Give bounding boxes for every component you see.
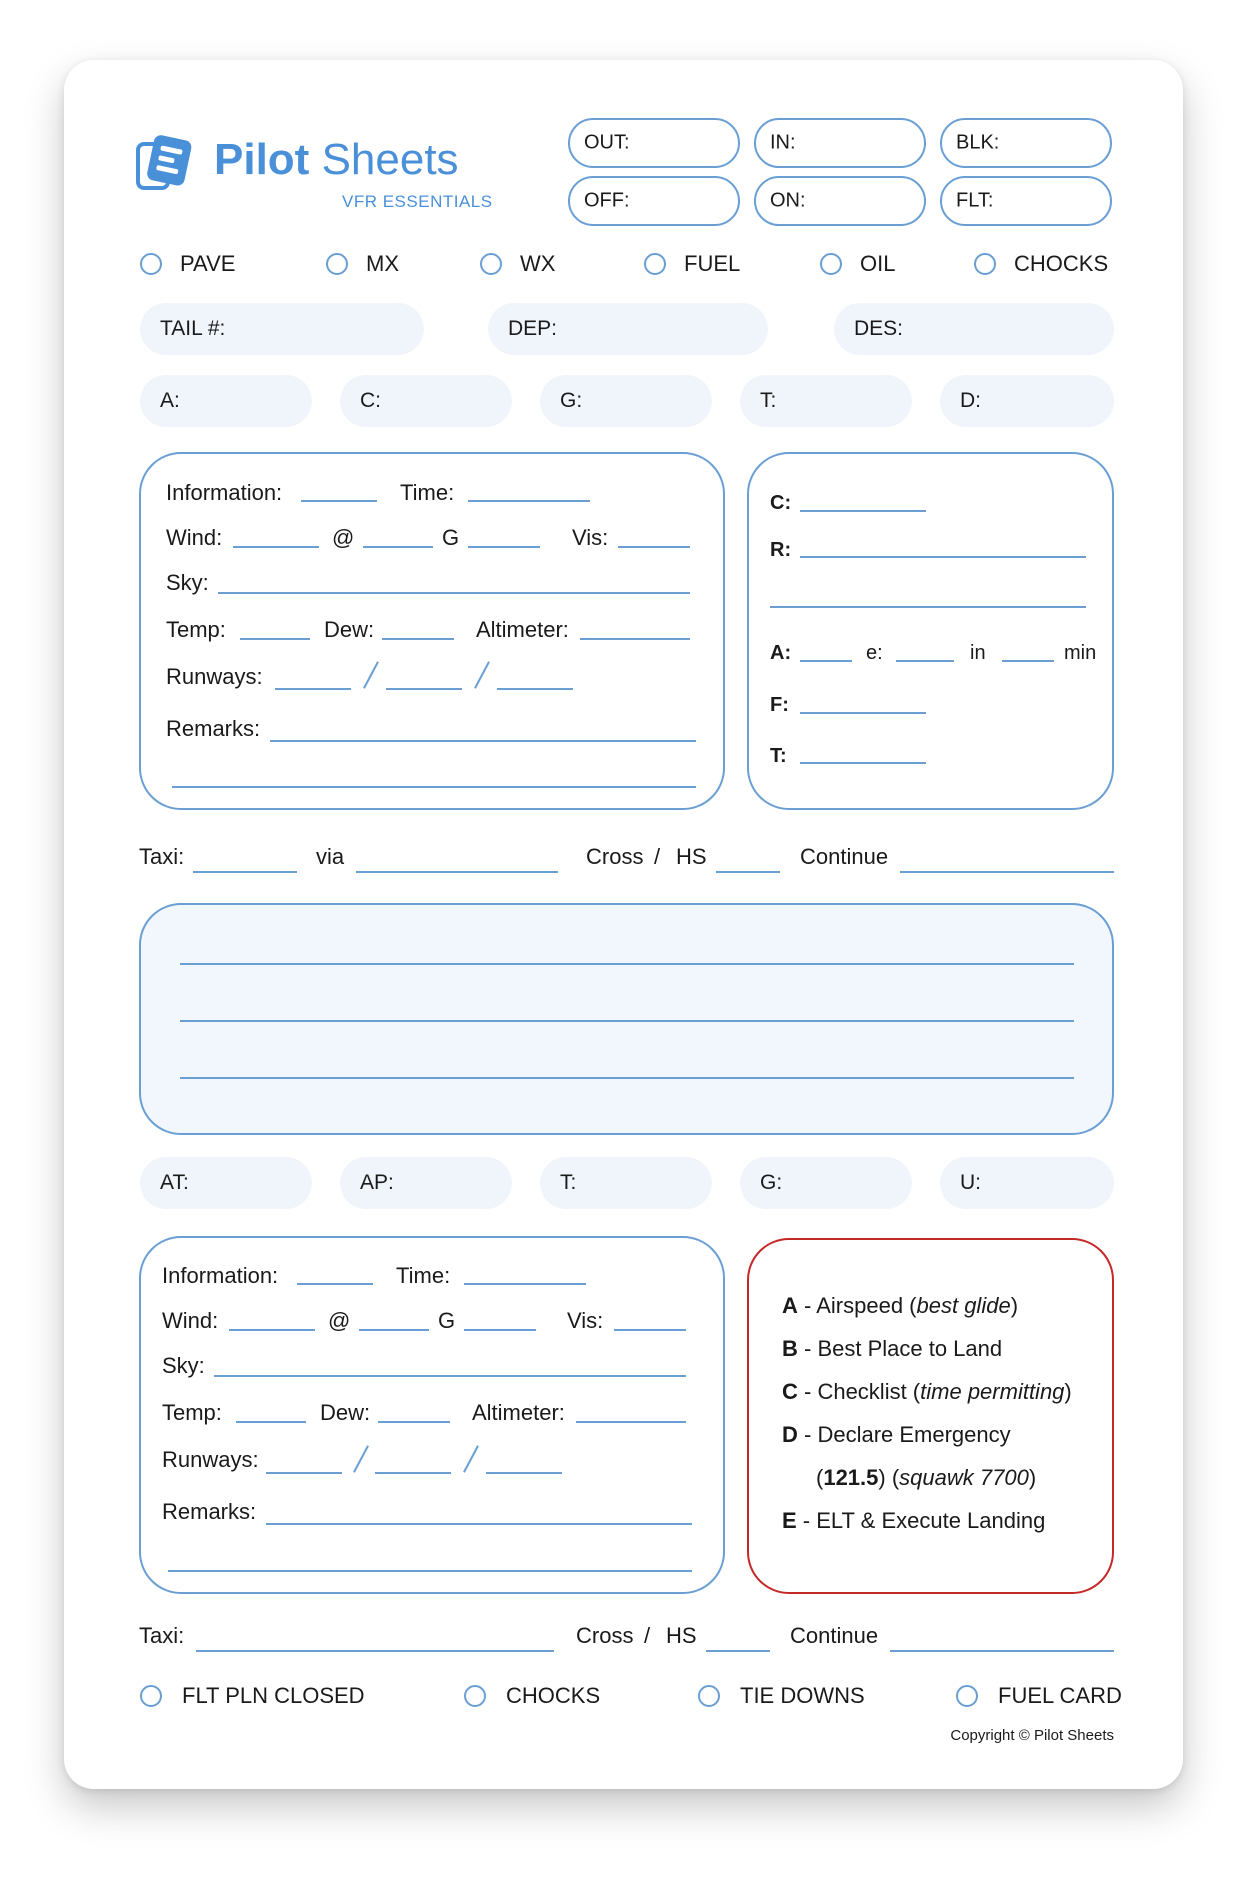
clearance-c-line[interactable]	[800, 510, 926, 512]
logo-subtitle: VFR ESSENTIALS	[342, 192, 493, 211]
blk-field[interactable]: BLK:	[940, 118, 1112, 168]
tie-downs-label: TIE DOWNS	[740, 1683, 865, 1708]
atis-dew-label: Dew:	[324, 617, 375, 642]
atis-gust-line[interactable]	[468, 546, 540, 548]
tail-field[interactable]: TAIL #:	[140, 303, 424, 355]
clearance-f-line[interactable]	[800, 712, 926, 714]
fuel-checkbox[interactable]	[644, 253, 666, 275]
arr-continue-line[interactable]	[890, 1650, 1114, 1652]
taxi-slash: /	[654, 844, 661, 869]
arr-temp-label: Temp:	[162, 1400, 222, 1425]
arr-hs-line[interactable]	[706, 1650, 770, 1652]
taxi-label: Taxi:	[139, 844, 185, 869]
atis-altimeter-line[interactable]	[580, 638, 690, 640]
arr-sky-line[interactable]	[214, 1375, 686, 1377]
taxi-continue-label: Continue	[800, 844, 889, 869]
atis-runway-3-line[interactable]	[497, 688, 573, 690]
atis-altimeter-label: Altimeter:	[476, 617, 569, 642]
atis-runway-1-line[interactable]	[275, 688, 351, 690]
taxi-runway-line[interactable]	[193, 871, 297, 873]
in-field[interactable]: IN:	[754, 118, 926, 168]
arr-taxi-slash: /	[644, 1623, 651, 1648]
dep-field[interactable]: DEP:	[488, 303, 768, 355]
freq-c-field[interactable]: C:	[340, 375, 512, 427]
notes-box	[139, 903, 1114, 1135]
clearance-f-label: F:	[770, 694, 789, 716]
atis-dew-line[interactable]	[382, 638, 454, 640]
clearance-min-label: min	[1064, 642, 1097, 664]
arr-wind-label: Wind:	[162, 1308, 219, 1333]
arr-dew-line[interactable]	[378, 1421, 450, 1423]
clearance-r-line-1[interactable]	[800, 556, 1086, 558]
abcde-a-item: A - Airspeed (best glide)	[782, 1293, 1019, 1318]
clearance-c-label: C:	[770, 492, 792, 514]
copyright: Copyright © Pilot Sheets	[950, 1727, 1114, 1744]
logo-icon	[136, 134, 196, 192]
atis-sky-label: Sky:	[166, 570, 209, 595]
clearance-r-label: R:	[770, 539, 792, 561]
oil-label: OIL	[860, 251, 896, 276]
clearance-a-label: A:	[770, 642, 792, 664]
arr-hs-label: HS	[666, 1623, 697, 1648]
arr-at-sign: @	[328, 1308, 351, 1333]
atis-runway-2-line[interactable]	[386, 688, 462, 690]
arr-vis-line[interactable]	[614, 1329, 686, 1331]
emergency-abcde-box	[747, 1238, 1114, 1594]
tie-downs-checkbox[interactable]	[698, 1685, 720, 1707]
freq-ap-field[interactable]: AP:	[340, 1157, 512, 1209]
arr-altimeter-line[interactable]	[576, 1421, 686, 1423]
arr-taxi-label: Taxi:	[139, 1623, 185, 1648]
post-chocks-label: CHOCKS	[506, 1683, 601, 1708]
atis-remarks-line-1[interactable]	[270, 740, 696, 742]
clearance-e-label: e:	[866, 642, 883, 664]
taxi-via-line[interactable]	[356, 871, 558, 873]
atis-information-line[interactable]	[301, 500, 377, 502]
freq-t-field[interactable]: T:	[740, 375, 912, 427]
atis-arrival-box	[139, 1236, 725, 1594]
arr-remarks-line-1[interactable]	[266, 1523, 692, 1525]
freq-a-field[interactable]: A:	[140, 375, 312, 427]
clearance-expect-line[interactable]	[896, 660, 954, 662]
logo-brand-first: Pilot	[214, 135, 310, 184]
arr-sky-label: Sky:	[162, 1353, 205, 1378]
arr-taxi-line[interactable]	[196, 1650, 554, 1652]
arr-gust-line[interactable]	[464, 1329, 536, 1331]
freq-ground-field[interactable]: G:	[740, 1157, 912, 1209]
freq-g-field[interactable]: G:	[540, 375, 712, 427]
freq-tower-field[interactable]: T:	[540, 1157, 712, 1209]
atis-at-sign: @	[332, 525, 355, 550]
taxi-continue-line[interactable]	[900, 871, 1114, 873]
taxi-via-label: via	[316, 844, 345, 869]
out-field[interactable]: OUT:	[568, 118, 740, 168]
arr-time-label: Time:	[396, 1263, 451, 1288]
fuel-card-label: FUEL CARD	[998, 1683, 1122, 1708]
arr-cross-label: Cross	[576, 1623, 634, 1648]
arr-time-line[interactable]	[464, 1283, 586, 1285]
atis-temp-line[interactable]	[240, 638, 310, 640]
atis-wind-dir-line[interactable]	[233, 546, 319, 548]
arr-runway-3-line[interactable]	[486, 1472, 562, 1474]
arr-information-line[interactable]	[297, 1283, 373, 1285]
off-field[interactable]: OFF:	[568, 176, 740, 226]
clearance-r-line-2[interactable]	[770, 606, 1086, 608]
mx-label: MX	[366, 251, 399, 276]
logo-brand-second: Sheets	[321, 135, 459, 184]
atis-vis-line[interactable]	[618, 546, 690, 548]
clearance-alt-line[interactable]	[800, 660, 852, 662]
notes-line-2[interactable]	[180, 1020, 1074, 1022]
atis-wind-speed-line[interactable]	[363, 546, 433, 548]
abcde-d-frequency: (121.5) (squawk 7700)	[816, 1465, 1037, 1490]
arr-vis-label: Vis:	[567, 1308, 604, 1333]
clearance-t-line[interactable]	[800, 762, 926, 764]
flt-pln-closed-checkbox[interactable]	[140, 1685, 162, 1707]
arr-information-label: Information:	[162, 1263, 279, 1288]
fuel-card-checkbox[interactable]	[956, 1685, 978, 1707]
taxi-cross-label: Cross	[586, 844, 644, 869]
atis-runways-label: Runways:	[166, 664, 263, 689]
mx-checkbox[interactable]	[326, 253, 348, 275]
arr-wind-speed-line[interactable]	[359, 1329, 429, 1331]
arr-continue-label: Continue	[790, 1623, 879, 1648]
oil-checkbox[interactable]	[820, 253, 842, 275]
atis-gust-label: G	[442, 525, 460, 550]
atis-time-label: Time:	[400, 480, 455, 505]
chocks-label: CHOCKS	[1014, 251, 1109, 276]
atis-remarks-line-2[interactable]	[172, 786, 696, 788]
arr-altimeter-label: Altimeter:	[472, 1400, 565, 1425]
wx-label: WX	[520, 251, 556, 276]
chocks-checkbox[interactable]	[974, 253, 996, 275]
abcde-b-item: B - Best Place to Land	[782, 1336, 1003, 1361]
pave-checkbox[interactable]	[140, 253, 162, 275]
clearance-min-line[interactable]	[1002, 660, 1054, 662]
arr-gust-label: G	[438, 1308, 456, 1333]
atis-sky-line[interactable]	[218, 592, 690, 594]
abcde-c-item: C - Checklist (time permitting)	[782, 1379, 1072, 1404]
on-field[interactable]: ON:	[754, 176, 926, 226]
logo	[136, 130, 496, 210]
freq-d-field[interactable]: D:	[940, 375, 1114, 427]
fuel-label: FUEL	[684, 251, 741, 276]
atis-wind-label: Wind:	[166, 525, 223, 550]
post-chocks-checkbox[interactable]	[464, 1685, 486, 1707]
freq-unicom-field[interactable]: U:	[940, 1157, 1114, 1209]
atis-remarks-label: Remarks:	[166, 716, 261, 741]
atis-vis-label: Vis:	[572, 525, 609, 550]
flt-field[interactable]: FLT:	[940, 176, 1112, 226]
arr-runway-1-line[interactable]	[266, 1472, 342, 1474]
atis-temp-label: Temp:	[166, 617, 226, 642]
des-field[interactable]: DES:	[834, 303, 1114, 355]
arr-temp-line[interactable]	[236, 1421, 306, 1423]
notes-line-1[interactable]	[180, 963, 1074, 965]
abcde-e-item: E - ELT & Execute Landing	[782, 1508, 1046, 1533]
atis-time-line[interactable]	[468, 500, 590, 502]
taxi-hs-line[interactable]	[716, 871, 780, 873]
wx-checkbox[interactable]	[480, 253, 502, 275]
arr-wind-dir-line[interactable]	[229, 1329, 315, 1331]
pave-label: PAVE	[180, 251, 236, 276]
arr-runways-label: Runways:	[162, 1447, 259, 1472]
atis-information-label: Information:	[166, 480, 283, 505]
arr-runway-2-line[interactable]	[375, 1472, 451, 1474]
flt-pln-closed-label: FLT PLN CLOSED	[182, 1683, 365, 1708]
clearance-box	[747, 452, 1114, 810]
clearance-t-label: T:	[770, 745, 787, 767]
arr-remarks-label: Remarks:	[162, 1499, 257, 1524]
notes-line-3[interactable]	[180, 1077, 1074, 1079]
arr-dew-label: Dew:	[320, 1400, 371, 1425]
clearance-in-label: in	[970, 642, 986, 664]
arr-remarks-line-2[interactable]	[168, 1570, 692, 1572]
freq-at-field[interactable]: AT:	[140, 1157, 312, 1209]
abcde-d-item: D - Declare Emergency	[782, 1422, 1011, 1447]
taxi-hs-label: HS	[676, 844, 707, 869]
